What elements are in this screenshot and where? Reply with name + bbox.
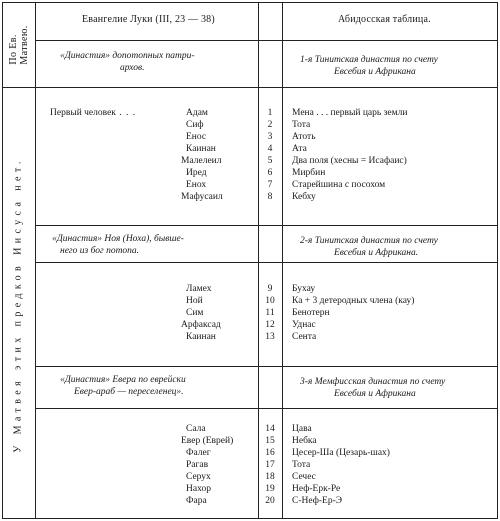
row-number: 15 [265, 436, 275, 446]
dynasty-abydos-1 [300, 54, 495, 78]
first-man-label: Первый человек . . . [50, 108, 137, 118]
luke-name: Нахор [186, 484, 211, 494]
abydos-entry: Мена . . . первый царь земли [292, 108, 408, 118]
luke-name: Ламех [186, 284, 212, 294]
dynasty-luke-2-line-2: него из бог потопа. [60, 246, 140, 256]
row-number: 19 [265, 484, 275, 494]
luke-name: Арфаксад [181, 320, 221, 330]
luke-name: Сиф [186, 120, 204, 130]
dynasty-luke-1-line-2: архов. [120, 63, 145, 73]
luke-name: Мафусаил [181, 192, 223, 202]
row-number: 11 [265, 308, 275, 318]
dynasty-luke-3 [60, 374, 255, 398]
row-number: 5 [267, 156, 273, 166]
luke-name: Серух [186, 472, 211, 482]
abydos-entry: Тота [292, 120, 311, 130]
dynasty-abydos-1-line-2: Евсебия и Африкана [334, 67, 416, 77]
row-number: 16 [265, 448, 275, 458]
luke-name: Евер (Еврей) [181, 436, 234, 446]
side-header-line-1: По Ев. [8, 34, 19, 65]
abydos-entry: Небка [292, 436, 317, 446]
luke-name: Фара [186, 496, 207, 506]
row-number: 17 [265, 460, 275, 470]
dynasty-luke-3-line-2: Евер-араб — переселенец». [74, 387, 184, 397]
luke-name: Иред [186, 168, 207, 178]
row-number: 4 [267, 144, 273, 154]
row-number: 20 [265, 496, 275, 506]
section-line-2 [35, 262, 498, 263]
side-vertical-label: У Матвея этих предков Иисуса нет. [12, 157, 24, 453]
abydos-entry: Неф-Ерк-Ре [292, 484, 341, 494]
abydos-entry: Атоть [292, 132, 316, 142]
side-column-divider [35, 2, 36, 519]
abydos-entry: Кебху [292, 192, 316, 202]
row-number: 6 [267, 168, 273, 178]
row-number: 12 [265, 320, 275, 330]
row-number: 2 [267, 120, 273, 130]
luke-column-header: Евангелие Луки (III, 23 — 38) [82, 14, 215, 25]
row-number: 8 [267, 192, 273, 202]
abydos-entry: Цесер-Ша (Цезарь-шах) [292, 448, 390, 458]
section-line-3 [35, 366, 498, 367]
bottom-border [2, 518, 498, 519]
abydos-entry: Мирбин [292, 168, 326, 178]
dynasty-luke-3-line-1: «Династия» Евера по еврейски [60, 375, 186, 385]
luke-name: Рагав [186, 460, 209, 470]
row-number: 9 [267, 284, 273, 294]
dynasty-abydos-2-line-2: Евсебия и Африкана. [334, 248, 419, 258]
abydos-entry: Сечес [292, 472, 316, 482]
dynasty-abydos-2-line-1: 2-я Тинитская династия по счету [300, 236, 438, 246]
abydos-entry: Тота [292, 460, 311, 470]
abydos-entry: Ата [292, 144, 307, 154]
row-number: 1 [267, 108, 273, 118]
top-border [2, 2, 498, 3]
side-header-bottom-line [2, 87, 498, 88]
luke-name: Каинан [186, 144, 216, 154]
dynasty-abydos-3 [300, 376, 495, 400]
row-number: 3 [267, 132, 273, 142]
abydos-entry: Бенотерн [292, 308, 330, 318]
luke-name: Сала [186, 424, 206, 434]
abydos-entry: Сента [292, 332, 317, 342]
luke-name: Енос [186, 132, 207, 142]
row-number: 7 [267, 180, 273, 190]
abydos-entry: Уднас [292, 320, 316, 330]
luke-name: Адам [186, 108, 208, 118]
luke-name: Фалег [186, 448, 211, 458]
dynasty-abydos-3-line-1: 3-я Мемфисская династия по счету [300, 377, 446, 387]
side-header [8, 25, 30, 64]
dynasty-abydos-2 [300, 235, 495, 259]
luke-name: Каинан [186, 332, 216, 342]
luke-name: Енох [186, 180, 207, 190]
row-number: 18 [265, 472, 275, 482]
dynasty-abydos-1-line-1: 1-я Тинитская династия по счету [300, 55, 438, 65]
abydos-entry: Два поля (хесны = Исафаис) [292, 156, 407, 166]
abydos-entry: Цава [292, 424, 312, 434]
dynasty-luke-2-line-1: «Династия» Ноя (Ноха), бывше- [52, 234, 184, 244]
outer-right-border [497, 2, 498, 519]
abydos-entry: Бухау [292, 284, 316, 294]
section-line-4 [35, 408, 498, 409]
row-number: 13 [265, 332, 275, 342]
outer-left-border [2, 2, 3, 519]
section-line-1 [35, 225, 498, 226]
abydos-entry: Ка + 3 детеродных члена (кау) [292, 296, 415, 306]
luke-name: Ной [186, 296, 203, 306]
dynasty-luke-2 [52, 233, 252, 257]
luke-name: Малелеил [181, 156, 222, 166]
abydos-column-header: Абидосская таблица. [338, 14, 431, 25]
header-bottom-line [35, 40, 498, 41]
row-number: 10 [265, 296, 275, 306]
abydos-entry: Старейшина с посохом [292, 180, 386, 190]
dynasty-abydos-3-line-2: Евсебия и Африкана [334, 389, 416, 399]
abydos-entry: С-Неф-Ер-Э [292, 496, 343, 506]
row-number: 14 [265, 424, 275, 434]
luke-name: Сим [186, 308, 204, 318]
dynasty-luke-1 [60, 50, 250, 74]
side-header-line-2: Матвею. [19, 25, 30, 65]
dynasty-luke-1-line-1: «Династия» допотопных патри- [60, 51, 195, 61]
